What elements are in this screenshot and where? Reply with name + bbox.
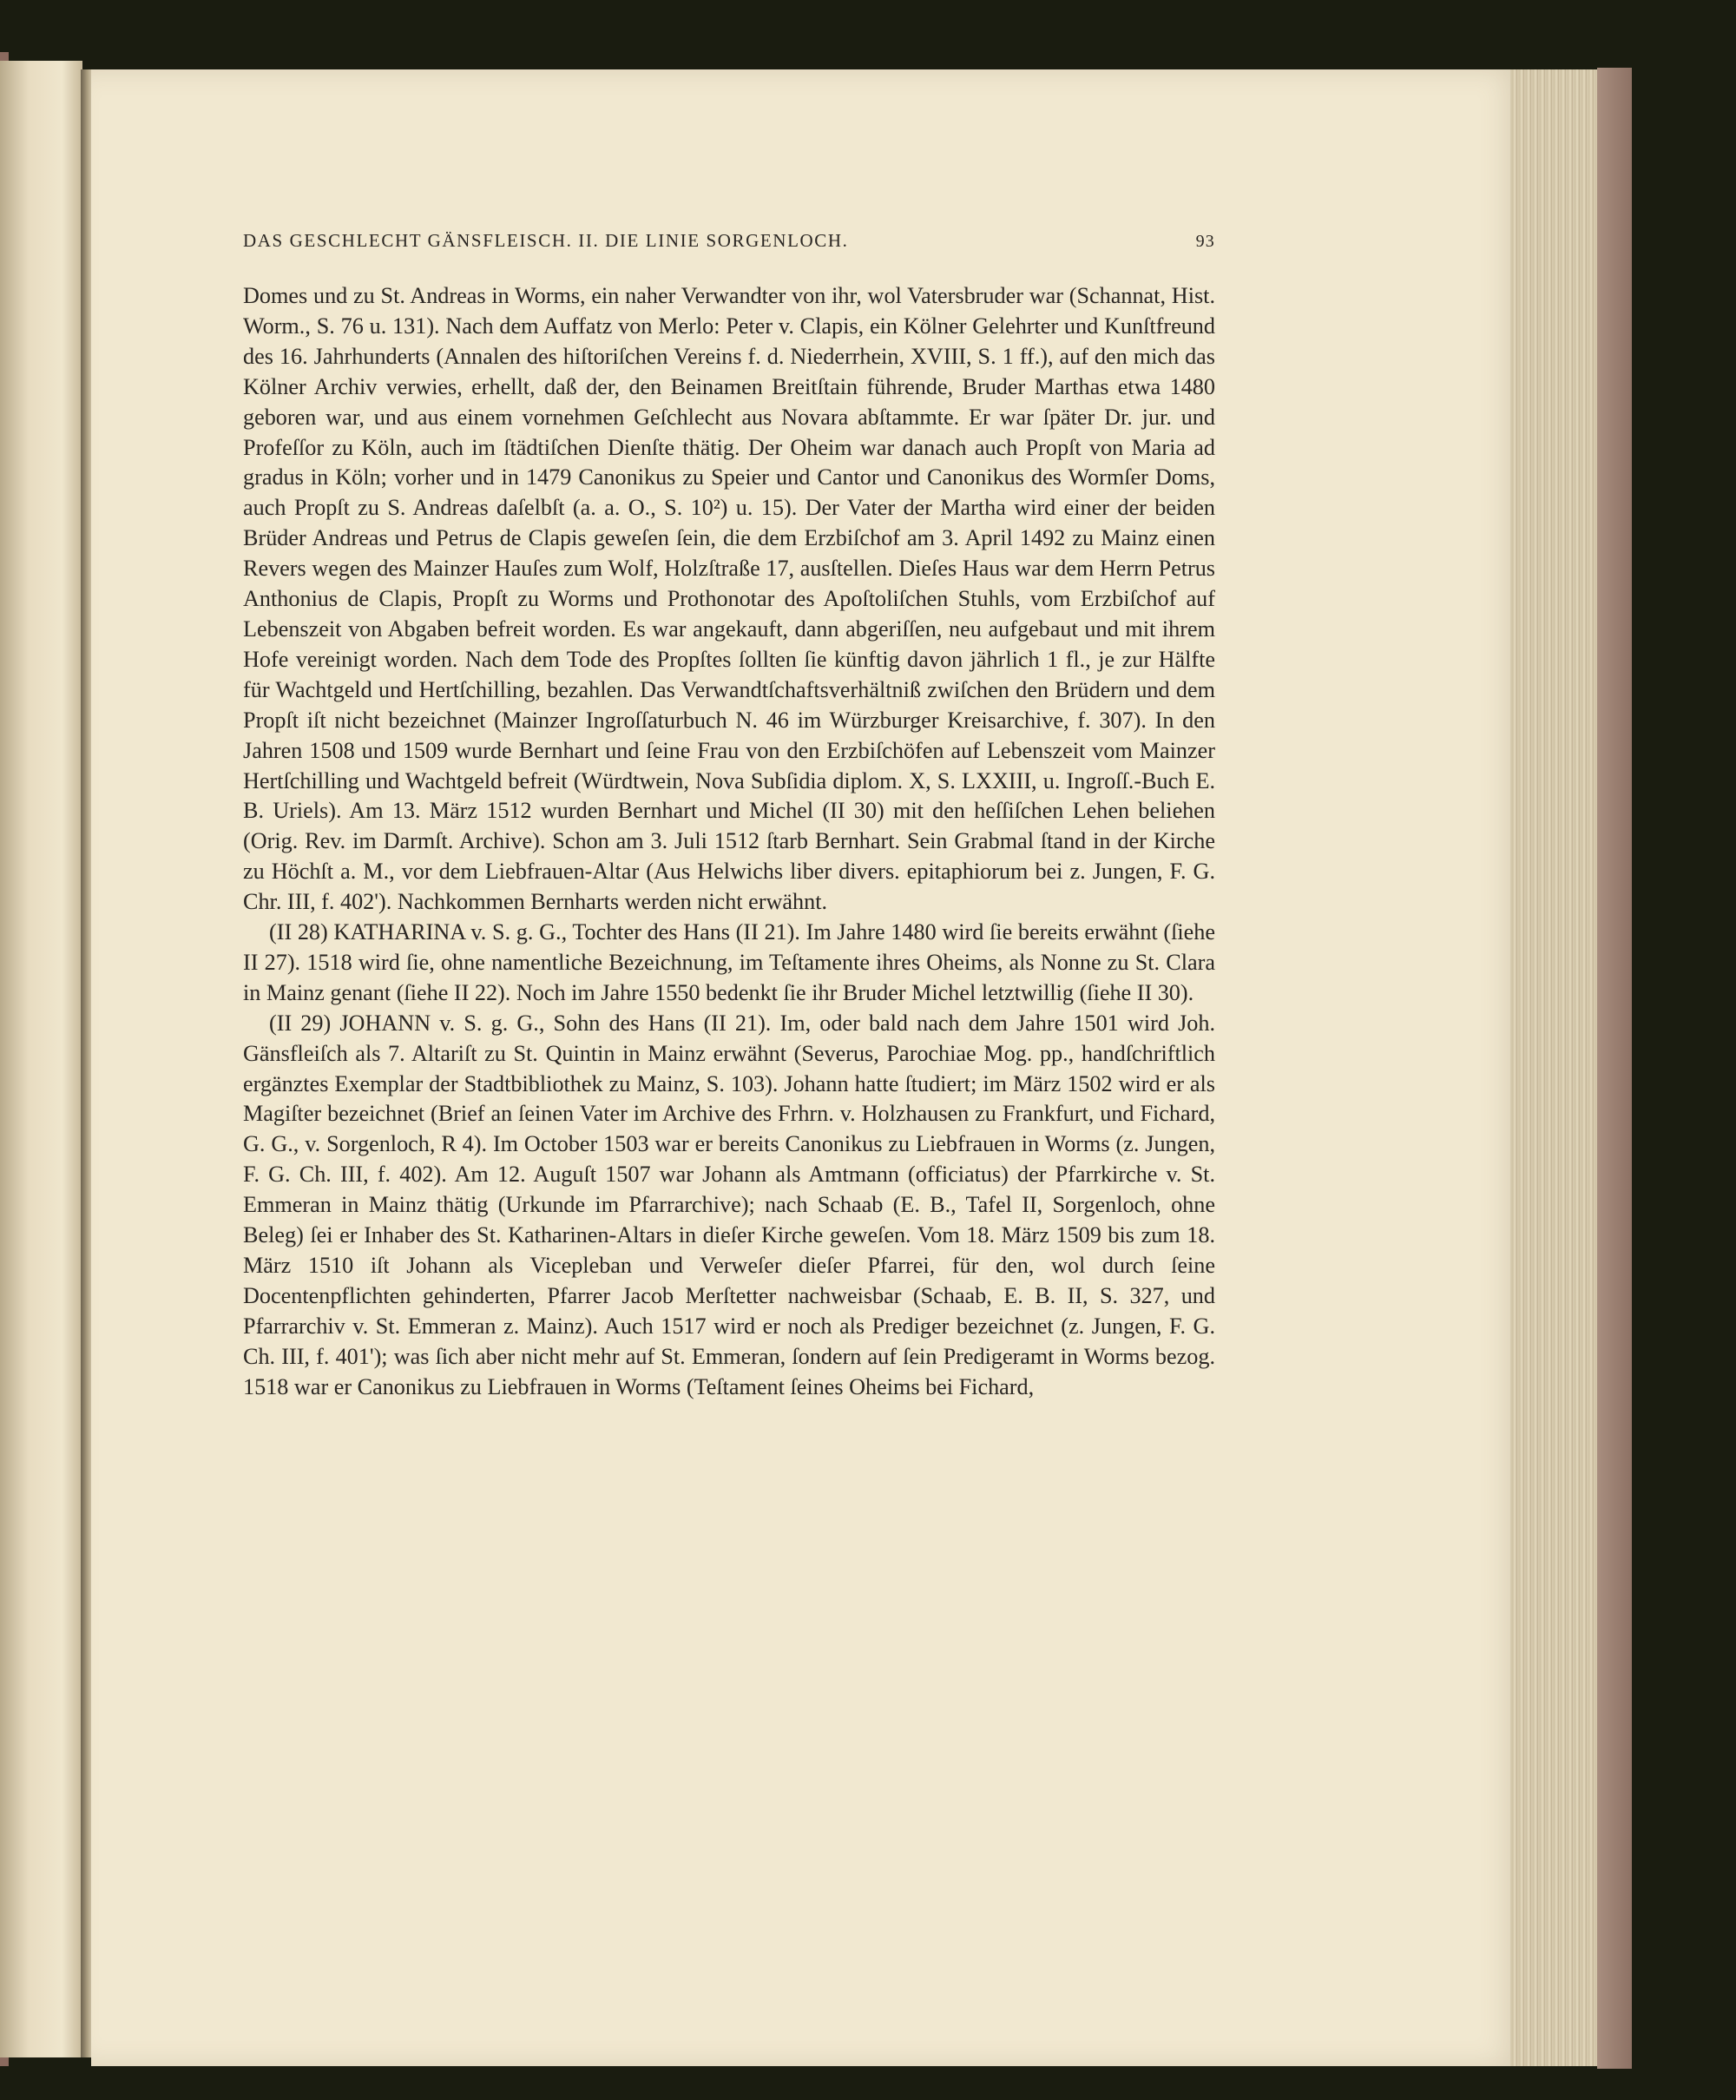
left-page <box>0 61 82 2057</box>
page-content <box>243 230 1215 1403</box>
paragraph: (II 29) JOHANN v. S. g. G., Sohn des Hans (II 21). Im, oder bald nach dem Jahre 1501 wird Joh. Gänsfleiſch als 7. Altariſt zu St. Quintin in Mainz erwähnt (Severus, Parochiae Mog. pp., handſchriftlich ergänztes Exemplar der Stadtbibliothek zu Mainz, S. 103). Johann hatte ſtudiert; im März 1502 wird er als Magiſter bezeichnet (Brief an ſeinen Vater im Archive des Frhrn. v. Holzhausen zu Frankfurt, und Fichard, G. G., v. Sorgenloch, R 4). Im October 1503 war er bereits Canonikus zu Liebfrauen in Worms (z. Jungen, F. G. Ch. III, f. 402). Am 12. Auguſt 1507 war Johann als Amtmann (officiatus) der Pfarrkirche v. St. Emmeran in Mainz thätig (Urkunde im Pfarrarchive); nach Schaab (E. B., Tafel II, Sorgenloch, ohne Beleg) ſei er Inhaber des St. Katharinen-Altars in dieſer Kirche geweſen. Vom 18. März 1509 bis zum 18. März 1510 iſt Johann als Vicepleban und Verweſer dieſer Pfarrei, für den, wol durch ſeine Docentenpflichten gehinderten, Pfarrer Jacob Merſtetter nachweisbar (Schaab, E. B. II, S. 327, und Pfarrarchiv v. St. Emmeran z. Mainz). Auch 1517 wird er noch als Prediger bezeichnet (z. Jungen, F. G. Ch. III, f. 401'); was ſich aber nicht mehr auf St. Emmeran, ſondern auf ſein Predigeramt in Worms bezog. 1518 war er Canonikus zu Liebfrauen in Worms (Teſtament ſeines Oheims bei Fichard, <box>243 1010 1215 1399</box>
body-text <box>243 281 1215 1403</box>
page-number: 93 <box>1195 232 1215 251</box>
running-head-title: DAS GESCHLECHT GÄNSFLEISCH. II. DIE LINIE SORGENLOCH. <box>243 230 849 251</box>
paragraph: Domes und zu St. Andreas in Worms, ein naher Verwandter von ihr, wol Vatersbruder war (Schannat, Hist. Worm., S. 76 u. 131). Nach dem Auffatz von Merlo: Peter v. Clapis, ein Kölner Gelehrter und Kunſtfreund des 16. Jahrhunderts (Annalen des hiſtoriſchen Vereins f. d. Niederrhein, XVIII, S. 1 ff.), auf den mich das Kölner Archiv verwies, erhellt, daß der, den Beinamen Breitſtain führende, Bruder Marthas etwa 1480 geboren war, und aus einem vornehmen Geſchlecht aus Novara abſtammte. Er war ſpäter Dr. jur. und Profeſſor zu Köln, auch im ſtädtiſchen Dienſte thätig. Der Oheim war danach auch Propſt von Maria ad gradus in Köln; vorher und in 1479 Canonikus zu Speier und Cantor und Canonikus des Wormſer Doms, auch Propſt zu S. Andreas daſelbſt (a. a. O., S. 10²) u. 15). Der Vater der Martha wird einer der beiden Brüder Andreas und Petrus de Clapis geweſen ſein, die dem Erzbiſchof am 3. April 1492 zu Mainz einen Revers wegen des Mainzer Hauſes zum Wolf, Holzſtraße 17, ausſtellen. Dieſes Haus war dem Herrn Petrus Anthonius de Clapis, Propſt zu Worms und Prothonotar des Apoſtoliſchen Stuhls, vom Erzbiſchof auf Lebenszeit von Abgaben befreit worden. Es war angekauft, dann abgeriſſen, neu aufgebaut und mit ihrem Hofe vereinigt worden. Nach dem Tode des Propſtes ſollten ſie künftig davon jährlich 1 fl., je zur Hälfte für Wachtgeld und Hertſchilling, bezahlen. Das Verwandtſchaftsverhältniß zwiſchen den Brüdern und dem Propſt iſt nicht bezeichnet (Mainzer Ingroſſaturbuch N. 46 im Würzburger Kreisarchive, f. 307). In den Jahren 1508 und 1509 wurde Bernhart und ſeine Frau von den Erzbiſchöfen auf Lebenszeit vom Mainzer Hertſchilling und Wachtgeld befreit (Würdtwein, Nova Subſidia diplom. X, S. LXXIII, u. Ingroſſ.-Buch E. B. Uriels). Am 13. März 1512 wurden Bernhart und Michel (II 30) mit den heſſiſchen Lehen beliehen (Orig. Rev. im Darmſt. Archive). Schon am 3. Juli 1512 ſtarb Bernhart. Sein Grabmal ſtand in der Kirche zu Höchſt a. M., vor dem Liebfrauen-Altar (Aus Helwichs liber divers. epitaphiorum bei z. Jungen, F. G. Chr. III, f. 402'). Nachkommen Bernharts werden nicht erwähnt. <box>243 283 1215 915</box>
paragraph: (II 28) KATHARINA v. S. g. G., Tochter des Hans (II 21). Im Jahre 1480 wird ſie bereits erwähnt (ſiehe II 27). 1518 wird ſie, ohne namentliche Bezeichnung, im Teſtamente ihres Oheims, als Nonne zu St. Clara in Mainz genant (ſiehe II 22). Noch im Jahre 1550 bedenkt ſie ihr Bruder Michel letztwillig (ſiehe II 30). <box>243 919 1215 1005</box>
book-cover-right <box>1597 68 1632 2069</box>
running-head <box>243 230 1215 252</box>
